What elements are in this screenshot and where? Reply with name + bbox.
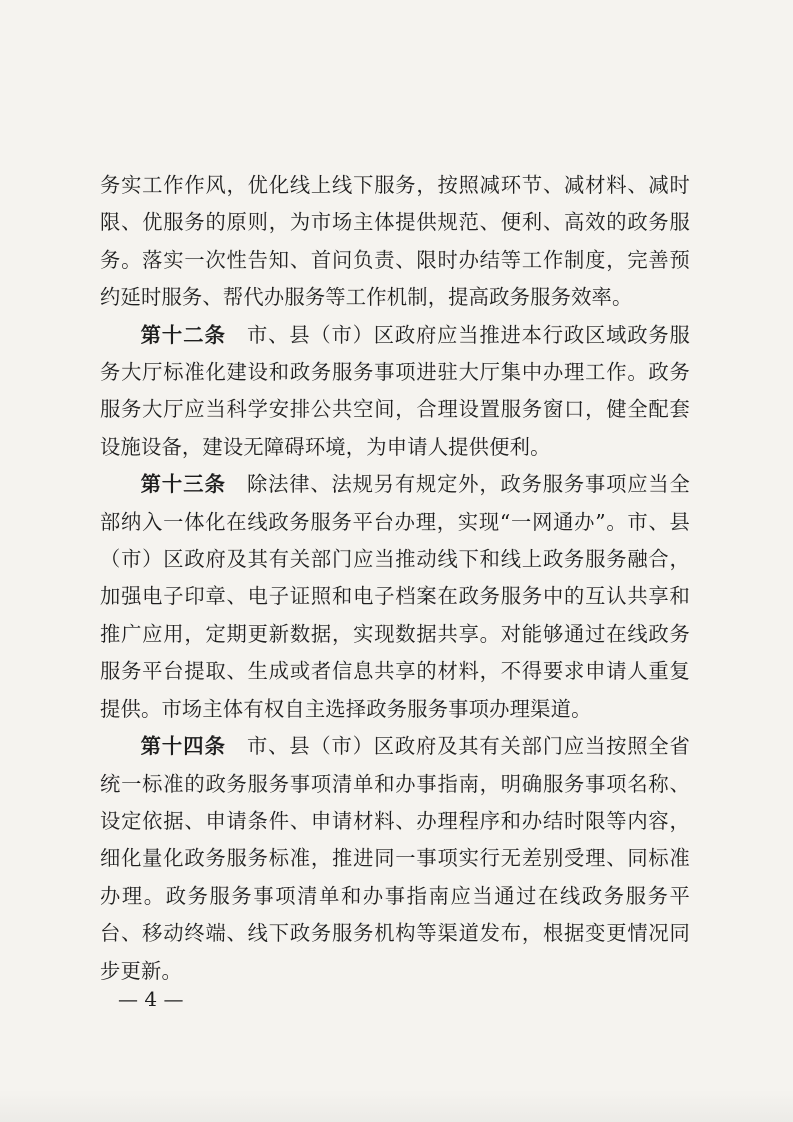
article-heading: 第十三条 — [140, 472, 226, 497]
article-heading: 第十四条 — [140, 734, 226, 759]
page-number: — 4 — — [118, 987, 184, 1011]
paragraph-text: 市、县（市）区政府应当推进本行政区域政务服务大厅标准化建设和政务服务事项进驻大厅集中办理工作。政务服务大厅应当科学安排公共空间，合理设置服务窗口，健全配套设施设备，建设无障碍环境，为申请人提供便利。 — [100, 322, 691, 459]
body-text — [100, 167, 690, 990]
page-bottom-edge — [0, 1090, 793, 1122]
paragraph-text: 市、县（市）区政府及其有关部门应当按照全省统一标准的政务服务事项清单和办事指南，明确服务事项名称、设定依据、申请条件、申请材料、办理程序和办结时限等内容，细化量化政务服务标准，推进同一事项实行无差别受理、同标准办理。政务服务事项清单和办事指南应当通过在线政务服务平台、移动终端、线下政务服务机构等渠道发布，根据变更情况同步更新。 — [100, 734, 691, 983]
paragraph-text: 除法律、法规另有规定外，政务服务事项应当全部纳入一体化在线政务服务平台办理，实现“一网通办”。市、县（市）区政府及其有关部门应当推动线下和线上政务服务融合，加强电子印章、电子证照和电子档案在政务服务中的互认共享和推广应用，定期更新数据，实现数据共享。对能够通过在线政务服务平台提取、生成或者信息共享的材料，不得要求申请人重复提供。市场主体有权自主选择政务服务事项办理渠道。 — [100, 472, 691, 721]
article-heading: 第十二条 — [140, 322, 226, 347]
article-12 — [100, 317, 690, 467]
article-14 — [100, 728, 690, 990]
paragraph-continuation — [100, 167, 690, 317]
paragraph-text: 务实工作作风，优化线上线下服务，按照减环节、减材料、减时限、优服务的原则，为市场主体提供规范、便利、高效的政务服务。落实一次性告知、首问负责、限时办结等工作制度，完善预约延时服务、帮代办服务等工作机制，提高政务服务效率。 — [100, 173, 690, 310]
article-13 — [100, 466, 690, 728]
